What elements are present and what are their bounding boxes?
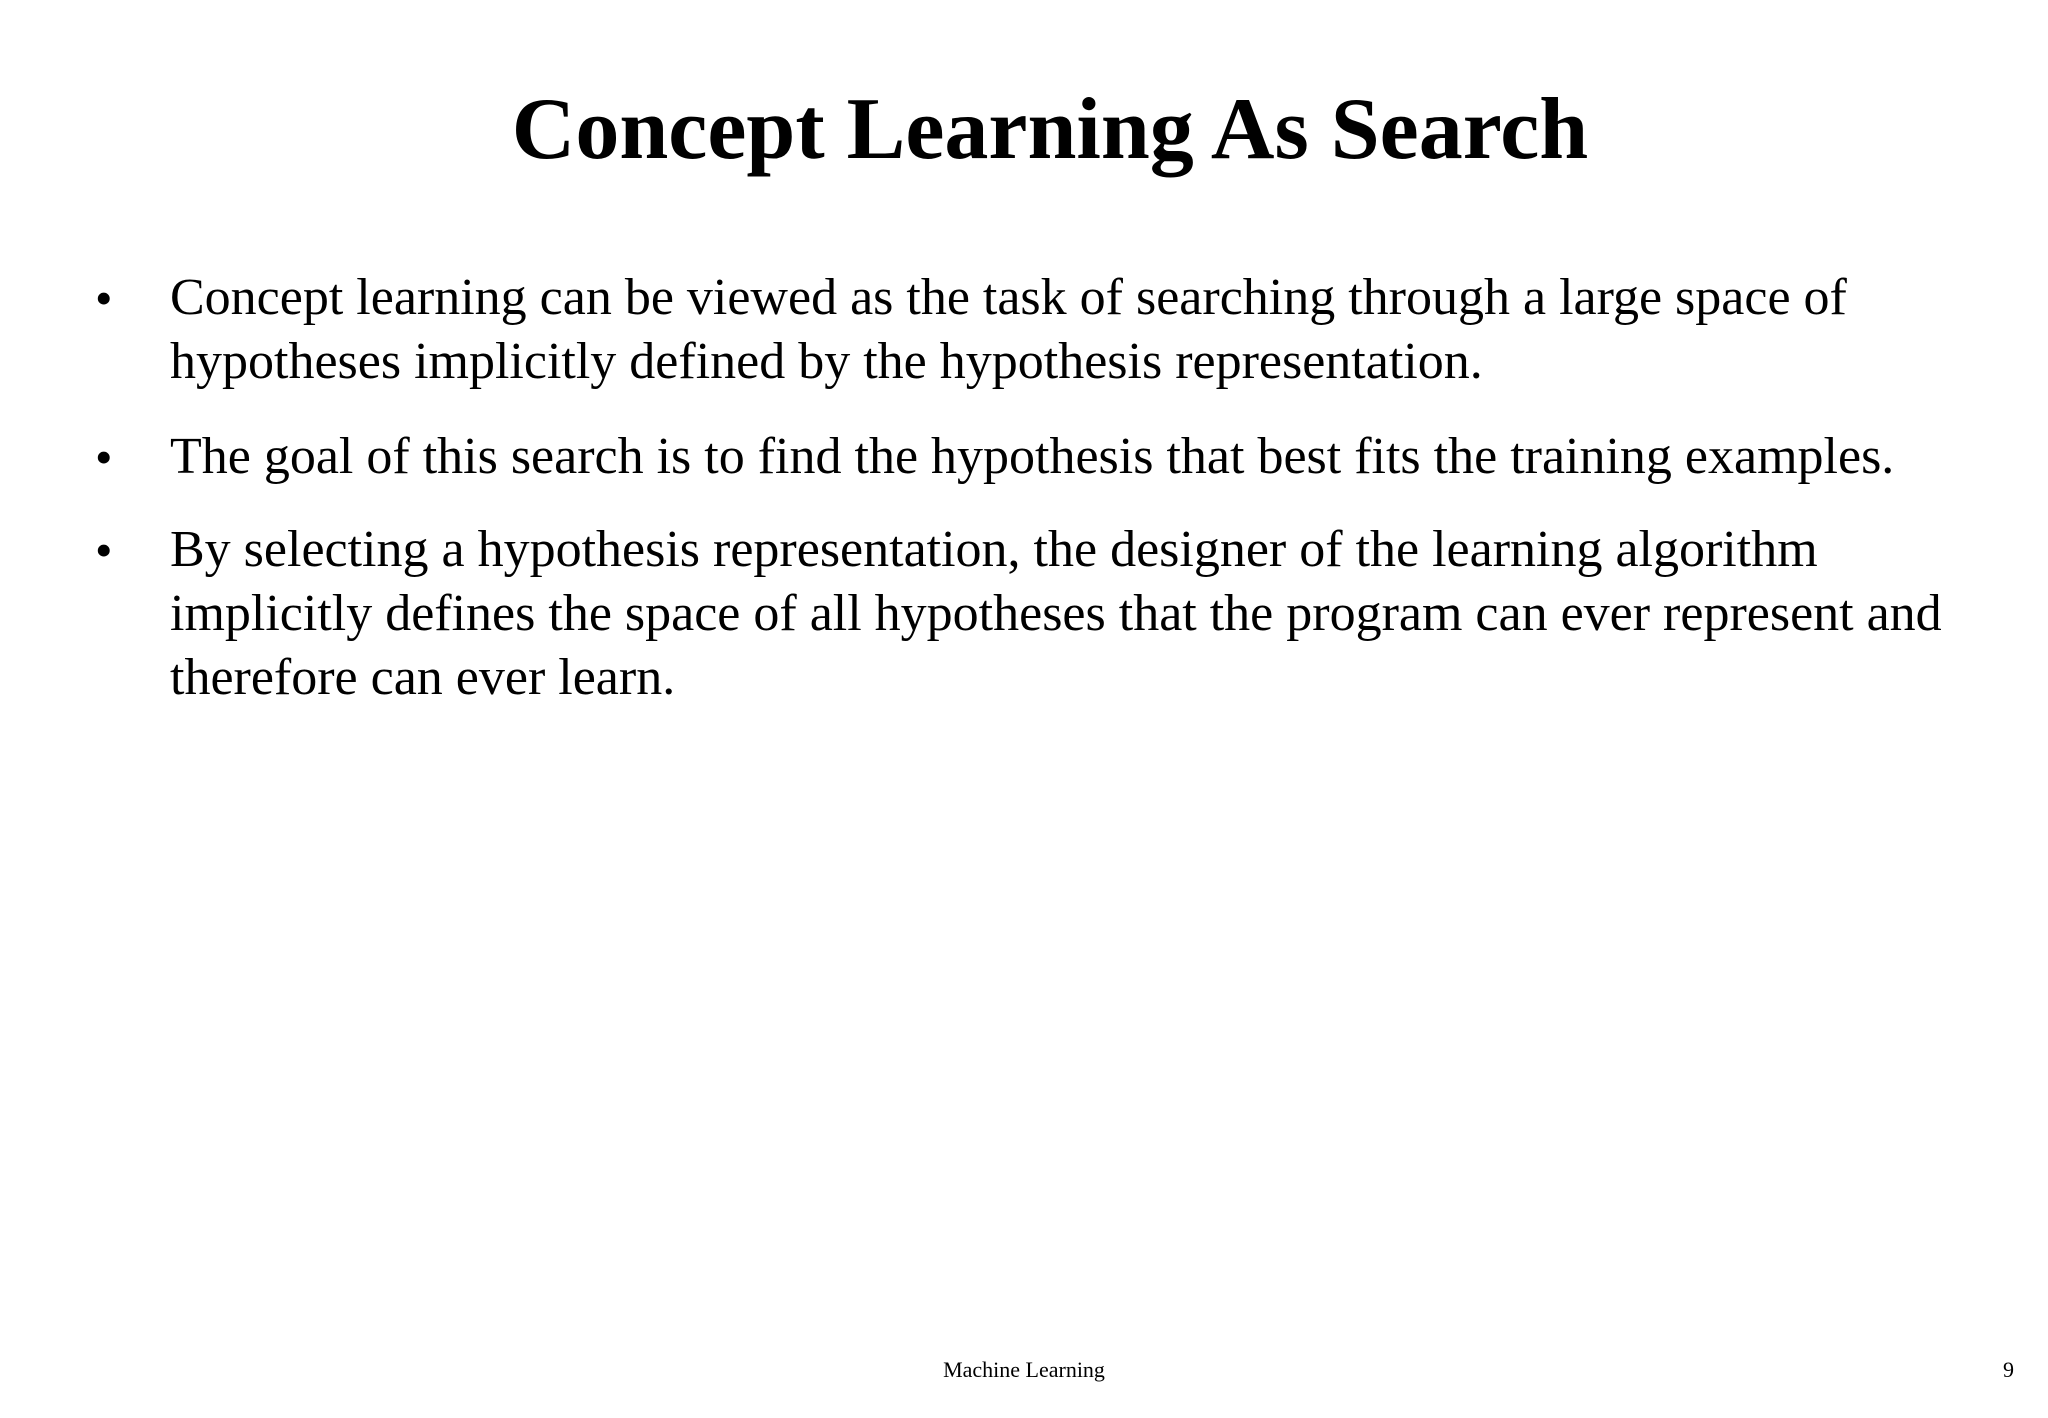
bullet-text [170, 425, 2020, 489]
bullet-line: By selecting a hypothesis representation, the designer of the learning algorithm [170, 521, 1818, 578]
footer-course-name: Machine Learning [943, 1357, 1105, 1382]
footer-page-number: 9 [2003, 1357, 2014, 1382]
slide-title: Concept Learning As Search [511, 81, 1589, 178]
bullet-line: therefore can ever learn. [170, 649, 676, 706]
bullet-line: Concept learning can be viewed as the task of searching through a large space of [170, 269, 1847, 326]
bullet-dot-icon: • [95, 270, 113, 326]
bullet-text [170, 518, 2020, 710]
bullet-line: The goal of this search is to find the hypothesis that best fits the training examples. [170, 428, 1895, 485]
bullet-text [170, 266, 2020, 394]
bullet-line: implicitly defines the space of all hypotheses that the program can ever represent and [170, 585, 1942, 642]
bullet-line: hypotheses implicitly defined by the hypothesis representation. [170, 333, 1483, 390]
bullet-dot-icon: • [95, 522, 113, 578]
bullet-dot-icon: • [95, 429, 113, 485]
